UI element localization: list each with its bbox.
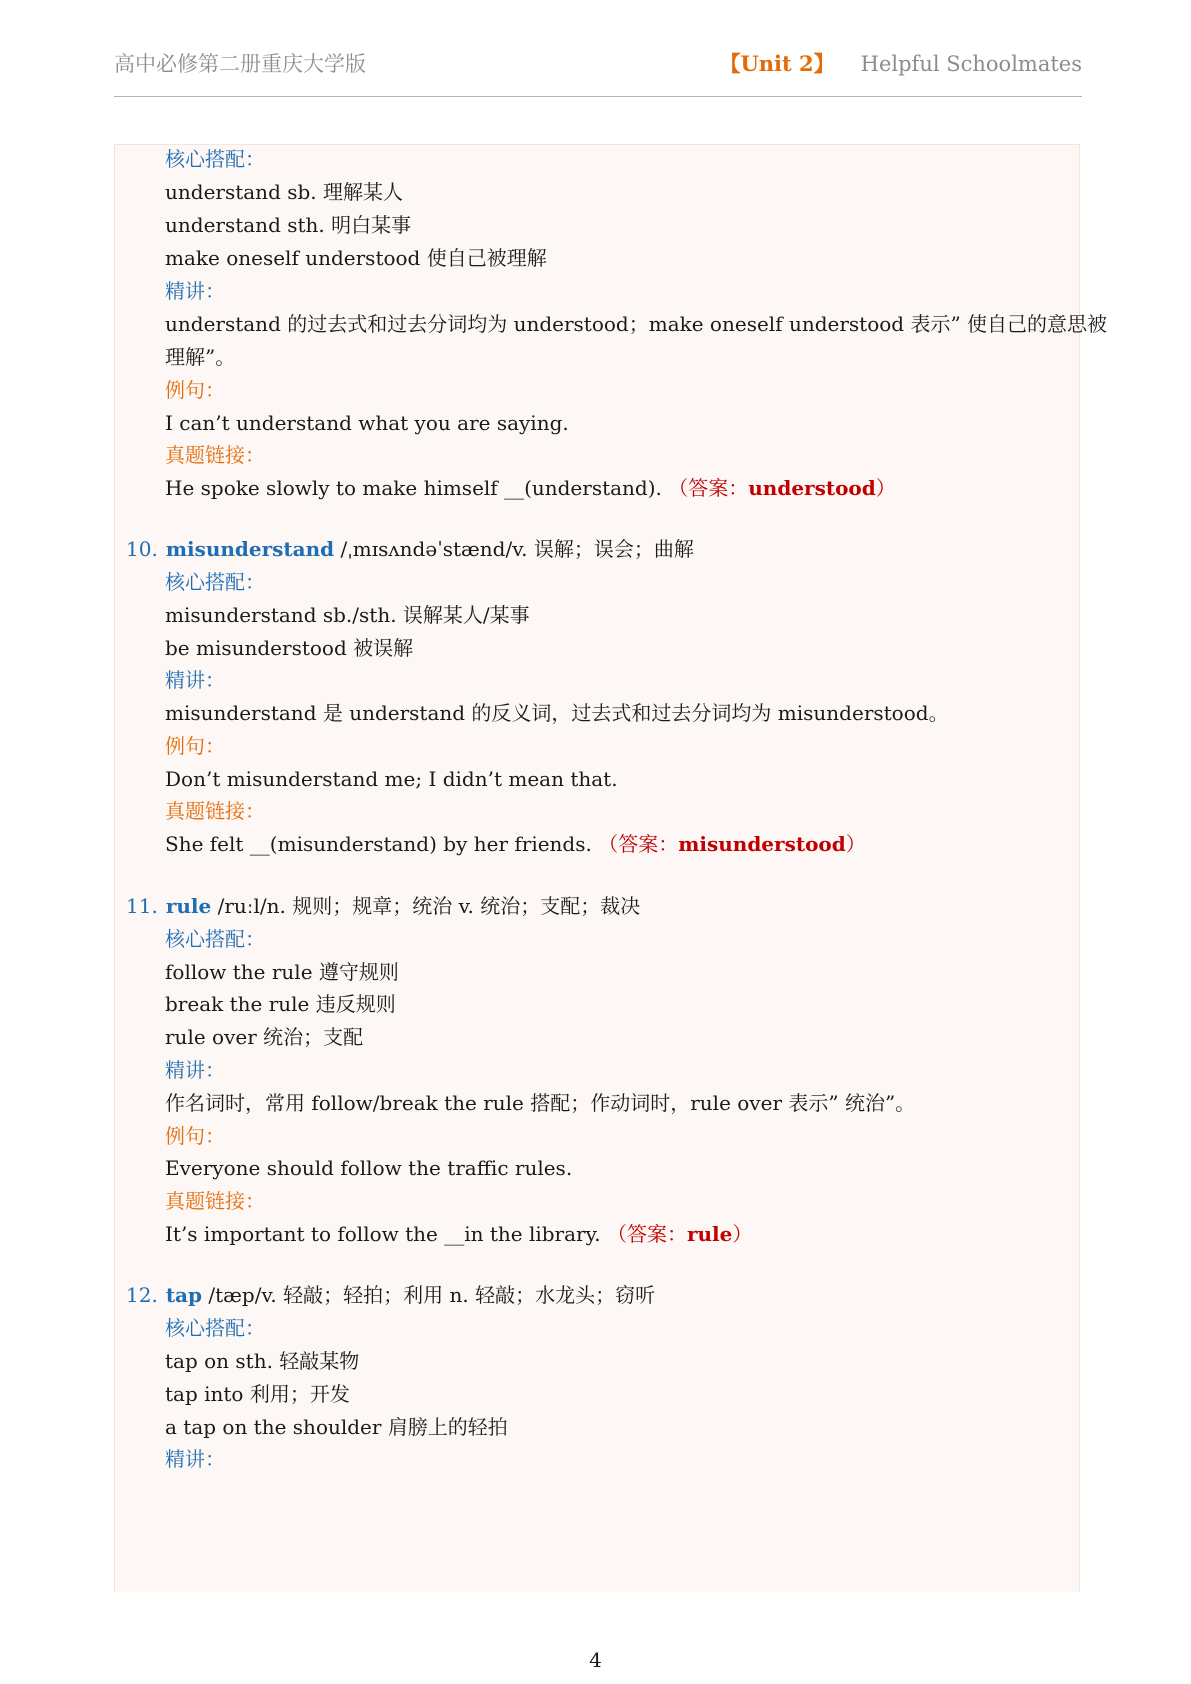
exam-label: 真题链接： — [165, 443, 265, 467]
core-item: a tap on the shoulder 肩膀上的轻拍 — [165, 1415, 508, 1439]
entry-word: misunderstand — [165, 537, 335, 561]
answer-open: （答案： — [668, 476, 749, 500]
book-title: 高中必修第二册重庆大学版 — [114, 52, 366, 76]
answer-open: （答案： — [606, 1222, 687, 1246]
answer: rule — [686, 1222, 733, 1246]
exam-text: It’s important to follow the __in the library. — [165, 1222, 601, 1246]
entry-word: tap — [165, 1283, 202, 1307]
example-sentence: I can’t understand what you are saying. — [165, 411, 569, 435]
core-item: break the rule 违反规则 — [165, 992, 396, 1016]
entry-number: 10. — [126, 537, 158, 561]
explain-label: 精讲： — [165, 1058, 225, 1082]
exam-text: She felt __(misunderstand) by her friends. — [165, 832, 592, 856]
explain-text: misunderstand 是 understand 的反义词，过去式和过去分词均为 misunderstood。 — [165, 701, 949, 725]
exam-question — [165, 474, 896, 502]
answer: misunderstood — [678, 832, 846, 856]
page-number: 4 — [589, 1648, 602, 1672]
unit-title: Helpful Schoolmates — [860, 52, 1082, 76]
core-label: 核心搭配： — [165, 1316, 265, 1340]
answer: understood — [748, 476, 876, 500]
exam-label: 真题链接： — [165, 799, 265, 823]
core-item: rule over 统治；支配 — [165, 1025, 364, 1049]
entry-number: 12. — [126, 1283, 158, 1307]
example-sentence: Everyone should follow the traffic rules. — [165, 1156, 573, 1180]
explain-label: 精讲： — [165, 279, 225, 303]
core-item: understand sb. 理解某人 — [165, 180, 404, 204]
entry-tap — [126, 1281, 655, 1309]
entry-definition: /tæp/v. 轻敲；轻拍；利用 n. 轻敲；水龙头；窃听 — [202, 1283, 656, 1307]
example-sentence: Don’t misunderstand me; I didn’t mean that. — [165, 767, 618, 791]
example-label: 例句： — [165, 734, 225, 758]
core-label: 核心搭配： — [165, 927, 265, 951]
core-item: make oneself understood 使自己被理解 — [165, 246, 547, 270]
unit-tag: 【Unit 2】 — [719, 51, 835, 76]
core-item: tap on sth. 轻敲某物 — [165, 1349, 360, 1373]
example-label: 例句： — [165, 378, 225, 402]
core-item: be misunderstood 被误解 — [165, 636, 414, 660]
core-label: 核心搭配： — [165, 147, 265, 171]
explain-label: 精讲： — [165, 1447, 225, 1471]
explain-text: 理解”。 — [165, 345, 236, 369]
entry-word: rule — [165, 894, 212, 918]
vocabulary-panel — [114, 144, 1108, 1592]
answer-open: （答案： — [598, 832, 679, 856]
example-label: 例句： — [165, 1124, 225, 1148]
explain-text: 作名词时，常用 follow/break the rule 搭配；作动词时，rule over 表示” 统治”。 — [165, 1091, 916, 1115]
core-item: tap into 利用；开发 — [165, 1382, 350, 1406]
answer-close: ） — [732, 1222, 753, 1246]
explain-label: 精讲： — [165, 668, 225, 692]
entry-rule — [126, 892, 640, 920]
core-item: understand sth. 明白某事 — [165, 213, 412, 237]
exam-question — [165, 1220, 752, 1248]
entry-definition: /ˌmɪsʌndəˈstænd/v. 误解；误会；曲解 — [334, 537, 694, 561]
core-label: 核心搭配： — [165, 570, 265, 594]
exam-question — [165, 830, 866, 858]
entry-definition: /ruːl/n. 规则；规章；统治 v. 统治；支配；裁决 — [211, 894, 641, 918]
answer-close: ） — [875, 476, 896, 500]
core-item: misunderstand sb./sth. 误解某人/某事 — [165, 603, 530, 627]
entry-number: 11. — [126, 894, 158, 918]
header-right — [719, 48, 1082, 78]
core-item: follow the rule 遵守规则 — [165, 960, 399, 984]
exam-text: He spoke slowly to make himself __(understand). — [165, 476, 662, 500]
page-header — [114, 44, 1082, 97]
exam-label: 真题链接： — [165, 1189, 265, 1213]
explain-text: understand 的过去式和过去分词均为 understood；make oneself understood 表示” 使自己的意思被 — [165, 312, 1108, 336]
answer-close: ） — [845, 832, 866, 856]
entry-misunderstand — [126, 535, 694, 563]
